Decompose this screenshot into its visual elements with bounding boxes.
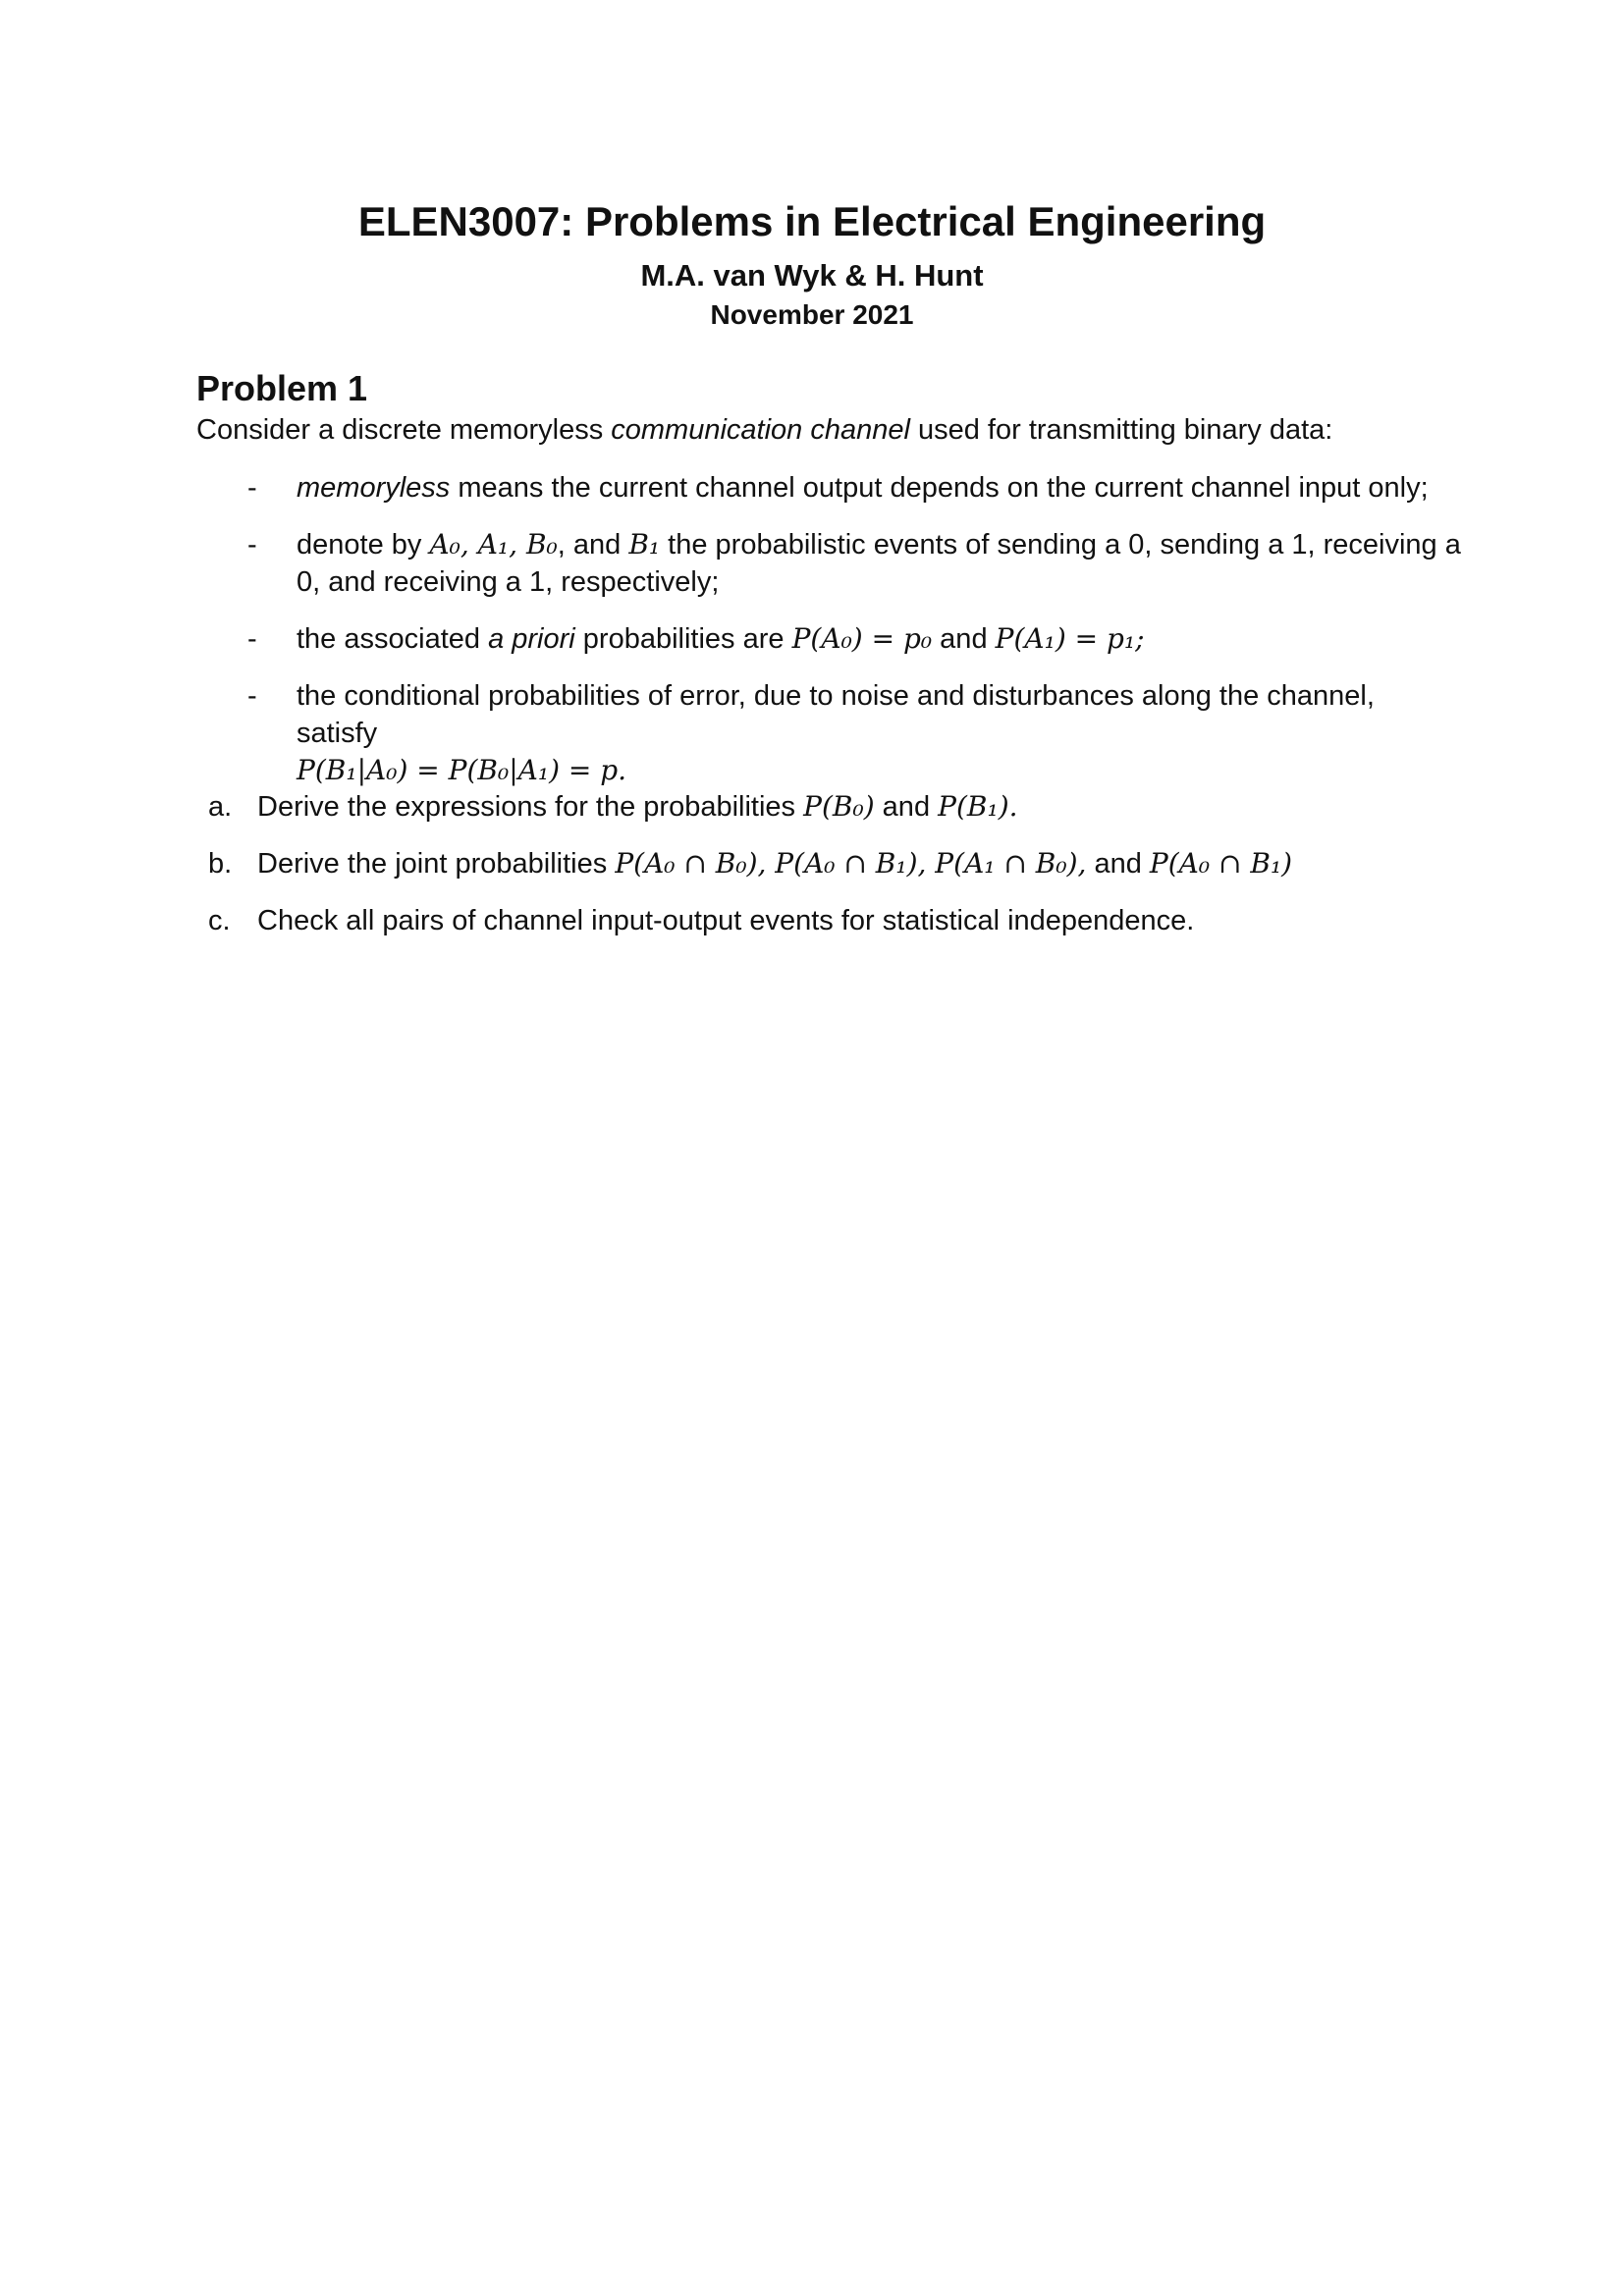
bullet-text bbox=[297, 677, 1463, 789]
intro-text-start: Consider a discrete memoryless bbox=[196, 414, 612, 446]
question-part bbox=[196, 844, 1463, 883]
math-pb1: P(B₁). bbox=[938, 790, 1018, 823]
bullet-marker: - bbox=[247, 529, 257, 561]
bullet-item bbox=[196, 469, 1463, 507]
math-formula-pa0: P(A₀) = p₀ bbox=[791, 622, 933, 655]
math-pb0: P(B₀) bbox=[803, 790, 875, 823]
math-formula-error: P(B₁|A₀) = P(B₀|A₁) = p. bbox=[297, 754, 627, 786]
bullet-body: probabilities are bbox=[574, 623, 792, 655]
part-label: c. bbox=[208, 905, 231, 936]
part-and: and bbox=[874, 791, 939, 823]
bullet-marker: - bbox=[247, 472, 257, 504]
document-date: November 2021 bbox=[710, 299, 914, 330]
bullet-text bbox=[297, 526, 1463, 601]
bullet-and: , and bbox=[557, 529, 629, 561]
bullet-lead: the associated bbox=[297, 623, 489, 655]
bullet-body: the conditional probabilities of error, due to noise and disturbances along the channel, satisfy bbox=[297, 680, 1375, 749]
question-part bbox=[196, 787, 1463, 827]
intro-text-end: used for transmitting binary data: bbox=[909, 414, 1333, 446]
math-formula-pa1: P(A₁) = p₁; bbox=[995, 622, 1145, 655]
bullet-text bbox=[297, 469, 1463, 507]
math-joint-list: P(A₀ ∩ B₀), P(A₀ ∩ B₁), P(A₁ ∩ B₀), bbox=[615, 847, 1087, 880]
part-body: Check all pairs of channel input-output events for statistical independence. bbox=[257, 905, 1195, 936]
intro-emphasis: communication channel bbox=[611, 414, 910, 446]
bullet-marker: - bbox=[247, 680, 257, 712]
bullet-lead: denote by bbox=[297, 529, 430, 561]
document-authors: M.A. van Wyk & H. Hunt bbox=[640, 258, 984, 293]
bullet-emphasis: a priori bbox=[488, 623, 575, 655]
part-text bbox=[257, 787, 1463, 827]
bullet-item bbox=[196, 677, 1463, 789]
document-header bbox=[0, 192, 1624, 334]
bullet-marker: - bbox=[247, 623, 257, 655]
math-events: A₀, A₁, B₀ bbox=[429, 528, 558, 561]
part-body: Derive the expressions for the probabilities bbox=[257, 791, 804, 823]
part-body: Derive the joint probabilities bbox=[257, 848, 616, 880]
bullet-and: and bbox=[932, 623, 996, 655]
bullet-item bbox=[196, 620, 1463, 658]
part-text bbox=[257, 844, 1463, 883]
part-and: and bbox=[1086, 848, 1150, 880]
question-part bbox=[196, 901, 1463, 940]
bullet-item bbox=[196, 526, 1463, 601]
document-title: ELEN3007: Problems in Electrical Engineering bbox=[357, 198, 1267, 244]
math-joint-last: P(A₀ ∩ B₁) bbox=[1149, 847, 1293, 880]
bullet-text bbox=[297, 620, 1463, 658]
part-label: b. bbox=[208, 848, 233, 880]
problem-intro bbox=[196, 410, 1332, 450]
math-event-b1: B₁ bbox=[628, 528, 661, 561]
part-text bbox=[257, 901, 1463, 940]
bullet-body: the probabilistic events of sending a 0, sending a 1, receiving a 0, and receiving a 1, respectively; bbox=[297, 529, 1461, 598]
problem-heading: Problem 1 bbox=[196, 368, 368, 408]
bullet-body: means the current channel output depends on the current channel input only; bbox=[450, 472, 1429, 504]
bullet-emphasis: memoryless bbox=[297, 472, 451, 504]
part-label: a. bbox=[208, 791, 233, 823]
